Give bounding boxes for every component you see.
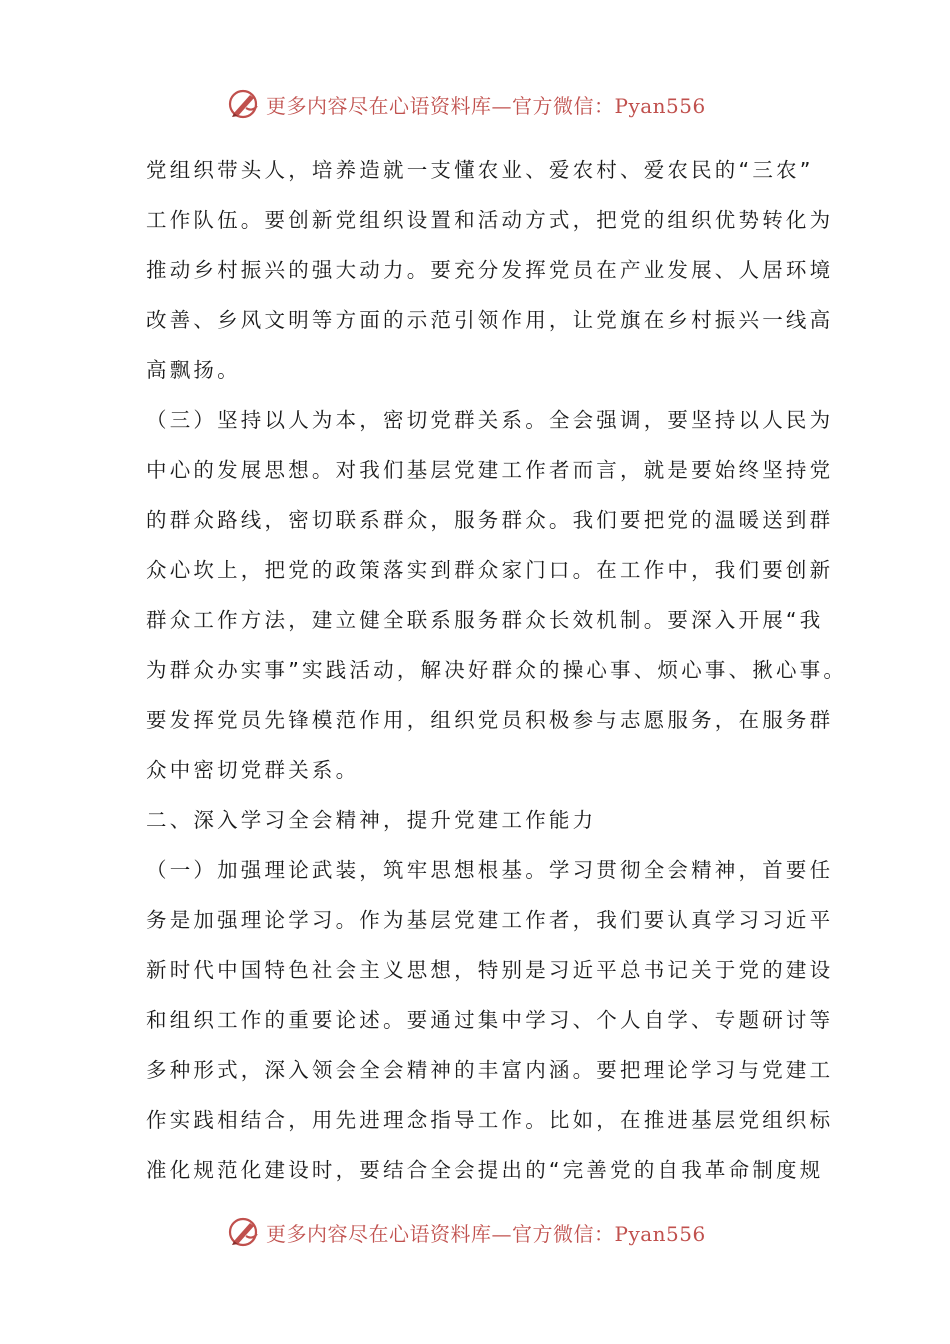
- body-line: （一）加强理论武装，筑牢思想根基。学习贯彻全会精神，首要任: [146, 858, 834, 882]
- body-line: 新时代中国特色社会主义思想，特别是习近平总书记关于党的建设: [146, 958, 834, 982]
- footer-banner: [226, 1212, 746, 1252]
- body-line: 众心坎上，把党的政策落实到群众家门口。在工作中，我们要创新: [146, 558, 834, 582]
- section-heading: 二、深入学习全会精神，提升党建工作能力: [146, 808, 597, 832]
- body-line: 群众工作方法，建立健全联系服务群众长效机制。要深入开展“我: [146, 608, 824, 632]
- body-line: 众中密切党群关系。: [146, 758, 360, 782]
- header-banner-text: 更多内容尽在心语资料库—官方微信：Pyan556: [266, 93, 706, 118]
- body-line: 推动乡村振兴的强大动力。要充分发挥党员在产业发展、人居环境: [146, 258, 834, 282]
- body-line: 中心的发展思想。对我们基层党建工作者而言，就是要始终坚持党: [146, 458, 834, 482]
- body-line: （三）坚持以人为本，密切党群关系。全会强调，要坚持以人民为: [146, 408, 834, 432]
- body-line: 为群众办实事”实践活动，解决好群众的操心事、烦心事、揪心事。: [146, 658, 848, 682]
- footer-banner-text: 更多内容尽在心语资料库—官方微信：Pyan556: [266, 1221, 706, 1246]
- pen-logo-icon: [226, 1214, 262, 1250]
- body-line: 作实践相结合，用先进理念指导工作。比如，在推进基层党组织标: [146, 1108, 834, 1132]
- body-line: 党组织带头人，培养造就一支懂农业、爱农村、爱农民的“三农”: [146, 158, 814, 182]
- document-body: [146, 148, 848, 1198]
- header-banner: [226, 84, 746, 124]
- body-line: 工作队伍。要创新党组织设置和活动方式，把党的组织优势转化为: [146, 208, 834, 232]
- pen-logo-icon: [226, 86, 262, 122]
- body-line: 和组织工作的重要论述。要通过集中学习、个人自学、专题研讨等: [146, 1008, 834, 1032]
- body-line: 准化规范化建设时，要结合全会提出的“完善党的自我革命制度规: [146, 1158, 824, 1182]
- body-line: 的群众路线，密切联系群众，服务群众。我们要把党的温暖送到群: [146, 508, 834, 532]
- body-line: 务是加强理论学习。作为基层党建工作者，我们要认真学习习近平: [146, 908, 834, 932]
- body-line: 高飘扬。: [146, 358, 241, 382]
- body-line: 改善、乡风文明等方面的示范引领作用，让党旗在乡村振兴一线高: [146, 308, 834, 332]
- body-line: 多种形式，深入领会全会精神的丰富内涵。要把理论学习与党建工: [146, 1058, 834, 1082]
- body-line: 要发挥党员先锋模范作用，组织党员积极参与志愿服务，在服务群: [146, 708, 834, 732]
